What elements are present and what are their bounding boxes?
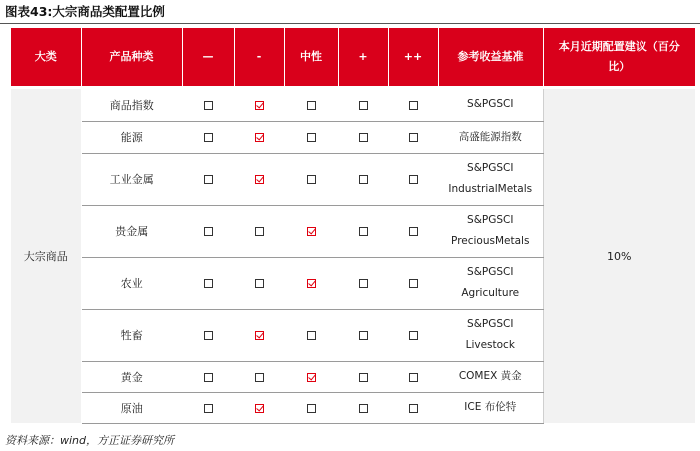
product-name: 原油: [81, 392, 182, 423]
allocation-table: [11, 28, 695, 424]
header-benchmark: 参考收益基准: [438, 28, 543, 86]
benchmark-line: S&PGSCI: [467, 162, 514, 174]
checkbox-icon: [409, 227, 418, 236]
benchmark-line: S&PGSCI: [467, 266, 514, 278]
rating-cell-overweight: [338, 361, 388, 392]
benchmark-line: S&PGSCI: [467, 98, 514, 111]
checkbox-icon: [255, 373, 264, 382]
header-underweight: -: [234, 28, 284, 86]
benchmark-cell: [438, 153, 543, 205]
allocation-value: 10%: [543, 89, 695, 423]
header-neutral: 中性: [284, 28, 338, 86]
checkbox-icon: [255, 227, 264, 236]
checkbox-icon: [307, 175, 316, 184]
rating-cell-overweight: [338, 153, 388, 205]
checkbox-icon: [307, 133, 316, 142]
benchmark-line: IndustrialMetals: [448, 183, 533, 195]
rating-cell-overweight: [338, 257, 388, 309]
benchmark-line: Livestock: [465, 339, 515, 351]
checkbox-icon: [359, 133, 368, 142]
table-body: [11, 86, 695, 423]
checkbox-icon: [307, 101, 316, 110]
benchmark-cell: [438, 205, 543, 257]
rating-cell-underweight: [234, 89, 284, 121]
rating-cell-neutral: [284, 205, 338, 257]
checkbox-icon: [307, 404, 316, 413]
benchmark-cell: [438, 89, 543, 121]
checkbox-icon: [359, 227, 368, 236]
checked-checkbox-icon: [307, 279, 316, 288]
product-name: 贵金属: [81, 205, 182, 257]
header-strong-overweight: ++: [388, 28, 438, 86]
checkbox-icon: [409, 331, 418, 340]
rating-cell-overweight: [338, 392, 388, 423]
checkbox-icon: [255, 279, 264, 288]
checkbox-icon: [204, 227, 213, 236]
checked-checkbox-icon: [307, 227, 316, 236]
rating-cell-strong-overweight: [388, 153, 438, 205]
rating-cell-strong-overweight: [388, 361, 438, 392]
title-rule: [0, 23, 700, 24]
checkbox-icon: [359, 175, 368, 184]
checkbox-icon: [409, 373, 418, 382]
header-product: 产品种类: [81, 28, 182, 86]
rating-cell-underweight: [234, 309, 284, 361]
checkbox-icon: [204, 101, 213, 110]
rating-cell-strong-overweight: [388, 257, 438, 309]
rating-cell-strong-overweight: [388, 121, 438, 153]
rating-cell-overweight: [338, 121, 388, 153]
rating-cell-overweight: [338, 205, 388, 257]
checkbox-icon: [359, 373, 368, 382]
rating-cell-underweight: [234, 361, 284, 392]
rating-cell-underweight: [234, 392, 284, 423]
rating-cell-neutral: [284, 361, 338, 392]
checked-checkbox-icon: [255, 133, 264, 142]
rating-cell-strong-overweight: [388, 392, 438, 423]
product-name: 牲畜: [81, 309, 182, 361]
figure-title: 图表43:大宗商品类配置比例: [5, 4, 165, 19]
product-name: 农业: [81, 257, 182, 309]
rating-cell-strong-underweight: [182, 257, 234, 309]
rating-cell-neutral: [284, 309, 338, 361]
rating-cell-strong-overweight: [388, 205, 438, 257]
checkbox-icon: [204, 373, 213, 382]
rating-cell-neutral: [284, 392, 338, 423]
category-cell: 大宗商品: [11, 89, 81, 423]
rating-cell-neutral: [284, 121, 338, 153]
benchmark-line: 高盛能源指数: [458, 130, 522, 143]
checkbox-icon: [204, 279, 213, 288]
rating-cell-strong-overweight: [388, 309, 438, 361]
rating-cell-underweight: [234, 257, 284, 309]
checked-checkbox-icon: [255, 175, 264, 184]
rating-cell-underweight: [234, 205, 284, 257]
rating-cell-neutral: [284, 257, 338, 309]
checkbox-icon: [359, 331, 368, 340]
checkbox-icon: [204, 404, 213, 413]
product-name: 能源: [81, 121, 182, 153]
checkbox-icon: [359, 279, 368, 288]
checkbox-icon: [409, 175, 418, 184]
benchmark-cell: [438, 309, 543, 361]
benchmark-line: PreciousMetals: [451, 235, 530, 247]
product-name: 商品指数: [81, 89, 182, 121]
checked-checkbox-icon: [255, 331, 264, 340]
checkbox-icon: [307, 331, 316, 340]
header-strong-underweight: —: [182, 28, 234, 86]
checkbox-icon: [359, 404, 368, 413]
product-name: 工业金属: [81, 153, 182, 205]
checkbox-icon: [409, 133, 418, 142]
rating-cell-strong-underweight: [182, 121, 234, 153]
rating-cell-strong-underweight: [182, 392, 234, 423]
benchmark-cell: [438, 121, 543, 153]
checkbox-icon: [204, 331, 213, 340]
rating-cell-strong-overweight: [388, 89, 438, 121]
rating-cell-overweight: [338, 89, 388, 121]
checkbox-icon: [204, 133, 213, 142]
checked-checkbox-icon: [307, 373, 316, 382]
product-name: 黄金: [81, 361, 182, 392]
header-suggestion: 本月近期配置建议（百分比）: [543, 28, 695, 86]
benchmark-cell: [438, 361, 543, 392]
checkbox-icon: [204, 175, 213, 184]
header-category: 大类: [11, 28, 81, 86]
benchmark-line: ICE 布伦特: [464, 401, 517, 413]
checkbox-icon: [409, 279, 418, 288]
benchmark-line: S&PGSCI: [467, 214, 514, 226]
header-row: [11, 28, 695, 86]
rating-cell-overweight: [338, 309, 388, 361]
checkbox-icon: [409, 101, 418, 110]
benchmark-line: COMEX 黄金: [458, 370, 522, 382]
rating-cell-strong-underweight: [182, 153, 234, 205]
rating-cell-neutral: [284, 153, 338, 205]
benchmark-line: Agriculture: [461, 287, 520, 299]
benchmark-cell: [438, 257, 543, 309]
rating-cell-neutral: [284, 89, 338, 121]
header-overweight: +: [338, 28, 388, 86]
benchmark-line: S&PGSCI: [467, 318, 514, 330]
checked-checkbox-icon: [255, 101, 264, 110]
rating-cell-strong-underweight: [182, 89, 234, 121]
source-note: 资料来源：wind，方正证券研究所: [5, 434, 175, 447]
table-row: [11, 89, 695, 121]
rating-cell-strong-underweight: [182, 205, 234, 257]
rating-cell-strong-underweight: [182, 361, 234, 392]
rating-cell-strong-underweight: [182, 309, 234, 361]
checkbox-icon: [359, 101, 368, 110]
benchmark-cell: [438, 392, 543, 423]
checked-checkbox-icon: [255, 404, 264, 413]
checkbox-icon: [409, 404, 418, 413]
rating-cell-underweight: [234, 153, 284, 205]
rating-cell-underweight: [234, 121, 284, 153]
